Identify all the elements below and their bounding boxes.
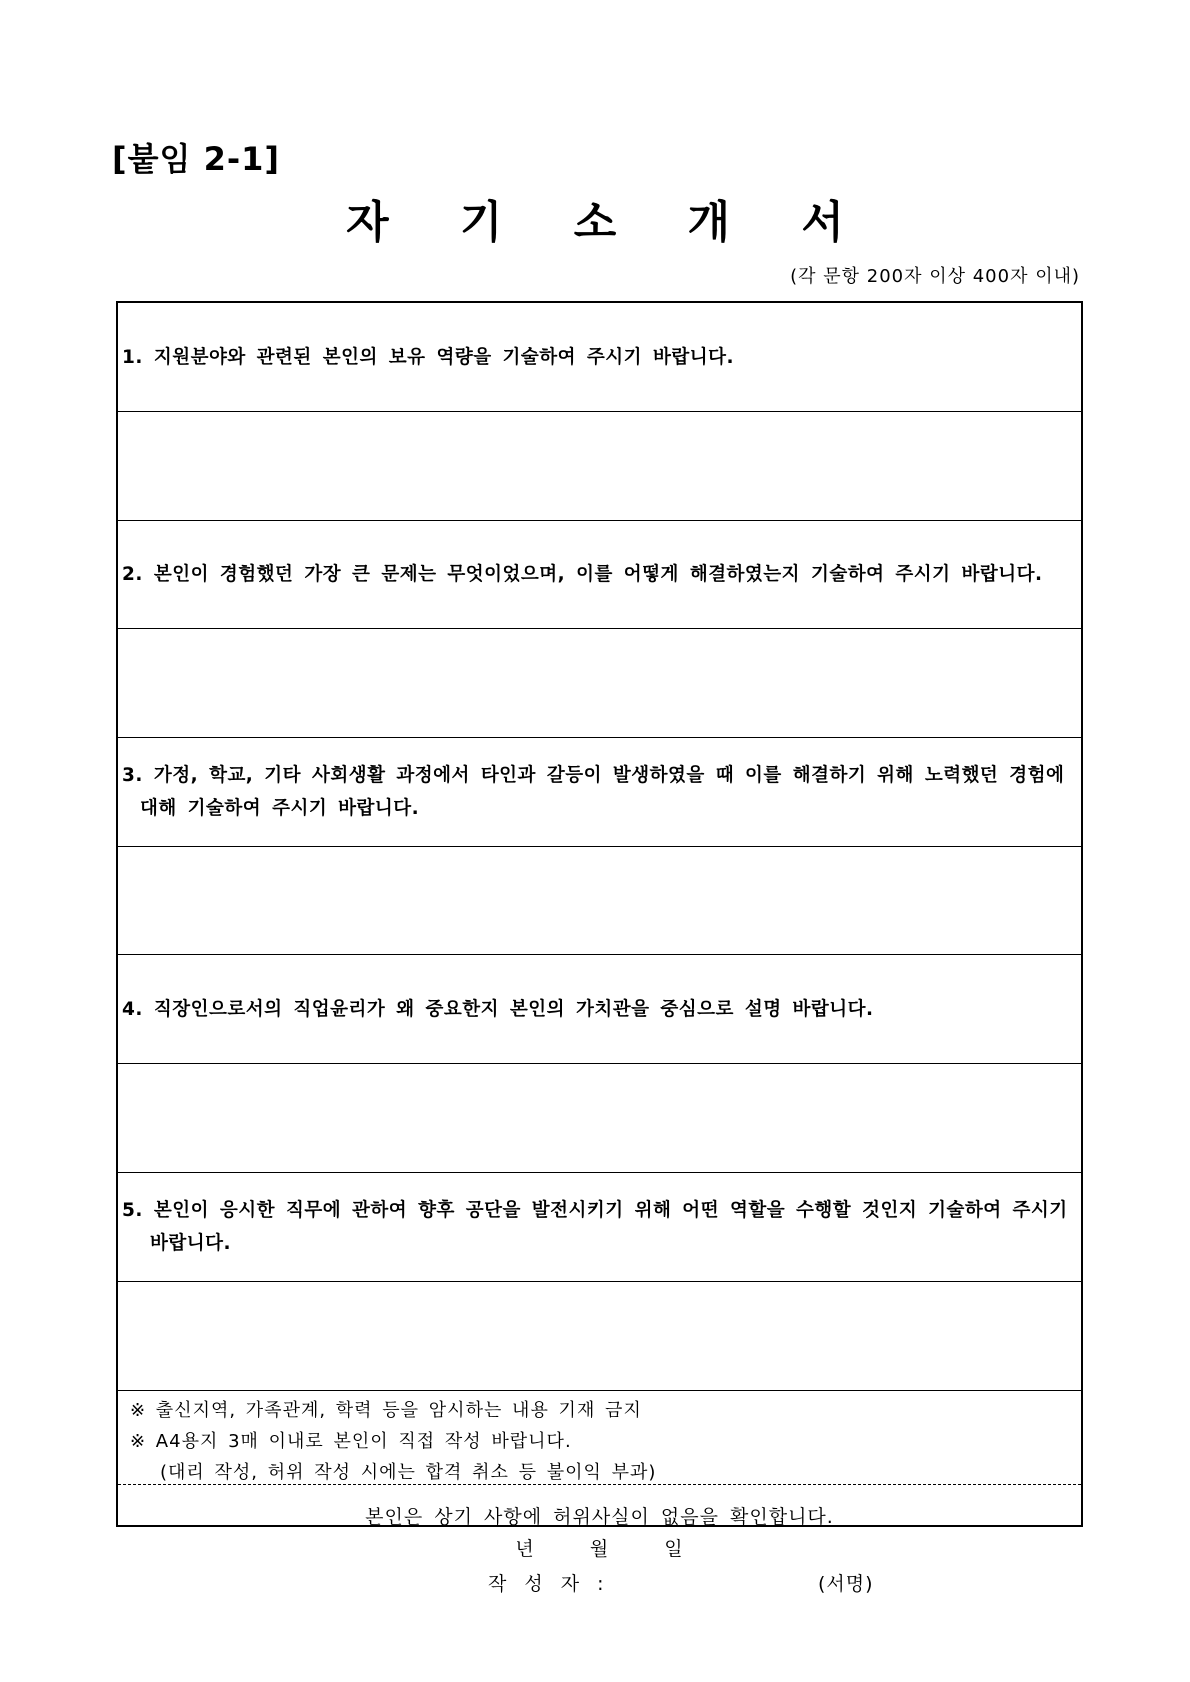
- month-label: 월: [589, 1538, 610, 1560]
- length-note: (각 문항 200자 이상 400자 이내): [790, 266, 1080, 287]
- year-label: 년: [515, 1538, 535, 1560]
- question-1-text: [122, 341, 734, 374]
- question-2-number: 2.: [122, 564, 143, 585]
- question-2-row: [118, 521, 1081, 629]
- question-1-number: 1.: [122, 346, 143, 368]
- answer-5-field[interactable]: [118, 1282, 1081, 1391]
- answer-3-field[interactable]: [118, 847, 1081, 955]
- attachment-label: [붙임 2-1]: [112, 140, 281, 178]
- note-1: ※ 출신지역, 가족관계, 학력 등을 암시하는 내용 기재 금지: [130, 1400, 642, 1421]
- confirmation-section: [118, 1501, 1081, 1565]
- note-3: (대리 작성, 허위 작성 시에는 합격 취소 등 불이익 부과): [160, 1462, 657, 1483]
- question-3-text: [122, 759, 1064, 825]
- notes-section: [118, 1391, 1081, 1485]
- question-5-line2: 바랍니다.: [150, 1233, 232, 1254]
- question-1-line1: 지원분야와 관련된 본인의 보유 역량을 기술하여 주시기 바랍니다.: [153, 346, 734, 368]
- note-2: ※ A4용지 3매 이내로 본인이 직접 작성 바랍니다.: [130, 1431, 572, 1452]
- answer-2-field[interactable]: [118, 629, 1081, 738]
- question-5-line1: 본인이 응시한 직무에 관하여 향후 공단을 발전시키기 위해 어떤 역할을 수행할 것인지 기술하여 주시기: [153, 1200, 1068, 1221]
- question-3-line1: 가정, 학교, 기타 사회생활 과정에서 타인과 갈등이 발생하였을 때 이를 해결하기 위해 노력했던 경험에: [153, 765, 1065, 786]
- day-label: 일: [664, 1538, 684, 1560]
- document-title: 자 기 소 개 서: [346, 197, 872, 248]
- question-2-line1: 본인이 경험했던 가장 큰 문제는 무엇이었으며, 이를 어떻게 해결하였는지 기술하여 주시기 바랍니다.: [153, 564, 1043, 585]
- signature-label: (서명): [818, 1573, 874, 1595]
- author-label: 작 성 자 :: [488, 1573, 610, 1595]
- answer-4-field[interactable]: [118, 1064, 1081, 1173]
- question-2-text: [122, 558, 1042, 591]
- question-5-row: [118, 1173, 1081, 1282]
- question-4-row: [118, 955, 1081, 1064]
- question-3-row: [118, 738, 1081, 847]
- question-1-row: [118, 303, 1081, 412]
- answer-1-field[interactable]: [118, 412, 1081, 521]
- date-line: [118, 1533, 1081, 1565]
- question-5-number: 5.: [122, 1200, 143, 1221]
- question-4-number: 4.: [122, 998, 143, 1020]
- question-3-line2: 대해 기술하여 주시기 바랍니다.: [140, 798, 420, 819]
- question-3-number: 3.: [122, 765, 143, 786]
- question-4-line1: 직장인으로서의 직업윤리가 왜 중요한지 본인의 가치관을 중심으로 설명 바랍니다.: [153, 998, 874, 1020]
- confirmation-statement: 본인은 상기 사항에 허위사실이 없음을 확인합니다.: [365, 1506, 834, 1528]
- self-introduction-form: [116, 301, 1083, 1595]
- question-4-text: [122, 993, 874, 1026]
- question-5-text: [122, 1194, 1068, 1260]
